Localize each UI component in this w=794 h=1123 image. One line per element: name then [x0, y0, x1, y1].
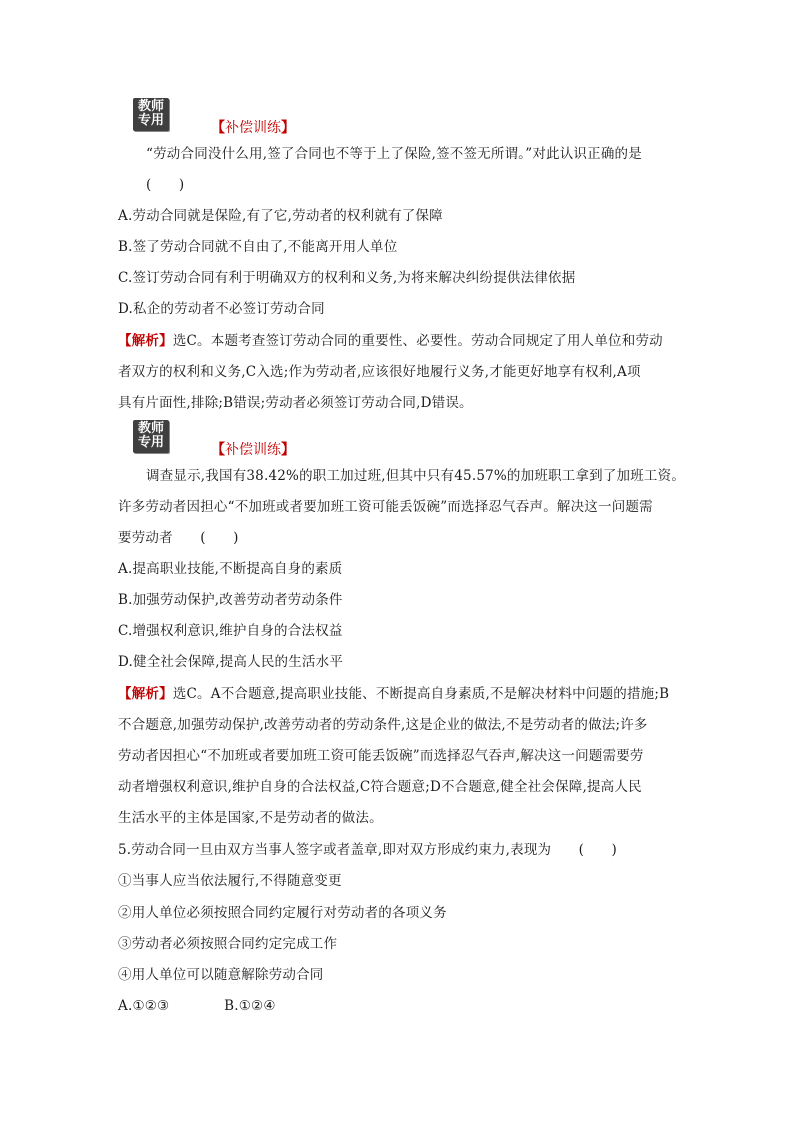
answer-choices: A.①②③ B.①②④ — [118, 998, 276, 1014]
option-a: A.劳动合同就是保险,有了它,劳动者的权利就有了保障 — [118, 208, 443, 224]
question-stem: 许多劳动者因担心“不加班或者要加班工资可能丢饭碗”而选择忍气吞声。解决这一问题需 — [118, 499, 653, 515]
statement-1: ①当事人应当依法履行,不得随意变更 — [118, 873, 342, 889]
option-d: D.健全社会保障,提高人民的生活水平 — [118, 654, 344, 670]
tag-text: 补偿训练 — [225, 120, 281, 136]
option-b: B.签了劳动合同就不自由了,不能离开用人单位 — [118, 239, 398, 255]
option-c: C.签订劳动合同有利于明确双方的权利和义务,为将来解决纠纷提供法律依据 — [118, 270, 576, 286]
analysis-label: 【解析】 — [118, 686, 173, 702]
question-stem: 要劳动者 ( ) — [118, 530, 239, 546]
question-stem: “劳动合同没什么用,签了合同也不等于上了保险,签不签无所谓。”对此认识正确的是 — [146, 146, 642, 162]
analysis-label: 【解析】 — [118, 333, 173, 349]
analysis-text: 选C。本题考查签订劳动合同的重要性、必要性。劳动合同规定了用人单位和劳动 — [172, 333, 663, 349]
analysis-line — [118, 331, 663, 351]
analysis-text: 选C。A不合题意,提高职业技能、不断提高自身素质,不是解决材料中问题的措施;B — [172, 686, 670, 702]
analysis-line: 者双方的权利和义务,C入选;作为劳动者,应该很好地履行义务,才能更好地享有权利,A项 — [118, 364, 641, 380]
badge-line-1: 教师 — [137, 421, 164, 436]
badge-line-1: 教师 — [137, 99, 164, 114]
option-c: C.增强权利意识,维护自身的合法权益 — [118, 623, 343, 639]
supplementary-training-tag: 【补偿训练】 — [211, 442, 295, 458]
analysis-line: 劳动者因担心“不加班或者要加班工资可能丢饭碗”而选择忍气吞声,解决这一问题需要劳 — [118, 748, 644, 764]
answer-blank: ( ) — [146, 177, 185, 193]
badge-line-2: 专用 — [137, 113, 164, 128]
analysis-line — [118, 684, 669, 704]
teacher-only-badge — [133, 420, 169, 453]
question-stem: 调查显示,我国有38.42%的职工加过班,但其中只有45.57%的加班职工拿到了加班工资。 — [146, 468, 686, 484]
statement-2: ②用人单位必须按照合同约定履行对劳动者的各项义务 — [118, 905, 447, 921]
question-5-stem: 5.劳动合同一旦由双方当事人签字或者盖章,即对双方形成约束力,表现为 ( ) — [118, 842, 617, 858]
analysis-line: 不合题意,加强劳动保护,改善劳动者的劳动条件,这是企业的做法,不是劳动者的做法;许多 — [118, 717, 648, 733]
analysis-line: 生活水平的主体是国家,不是劳动者的做法。 — [118, 810, 383, 826]
teacher-only-badge — [133, 98, 169, 131]
tag-text: 补偿训练 — [225, 442, 281, 458]
analysis-line: 动者增强权利意识,维护自身的合法权益,C符合题意;D不合题意,健全社会保障,提高人民 — [118, 779, 642, 795]
option-d: D.私企的劳动者不必签订劳动合同 — [118, 301, 325, 317]
statement-3: ③劳动者必须按照合同约定完成工作 — [118, 936, 338, 952]
option-a: A.提高职业技能,不断提高自身的素质 — [118, 561, 343, 577]
supplementary-training-tag: 【补偿训练】 — [211, 120, 295, 136]
analysis-line: 具有片面性,排除;B错误;劳动者必须签订劳动合同,D错误。 — [118, 395, 473, 411]
badge-line-2: 专用 — [137, 435, 164, 450]
statement-4: ④用人单位可以随意解除劳动合同 — [118, 967, 324, 983]
option-b: B.加强劳动保护,改善劳动者劳动条件 — [118, 592, 343, 608]
